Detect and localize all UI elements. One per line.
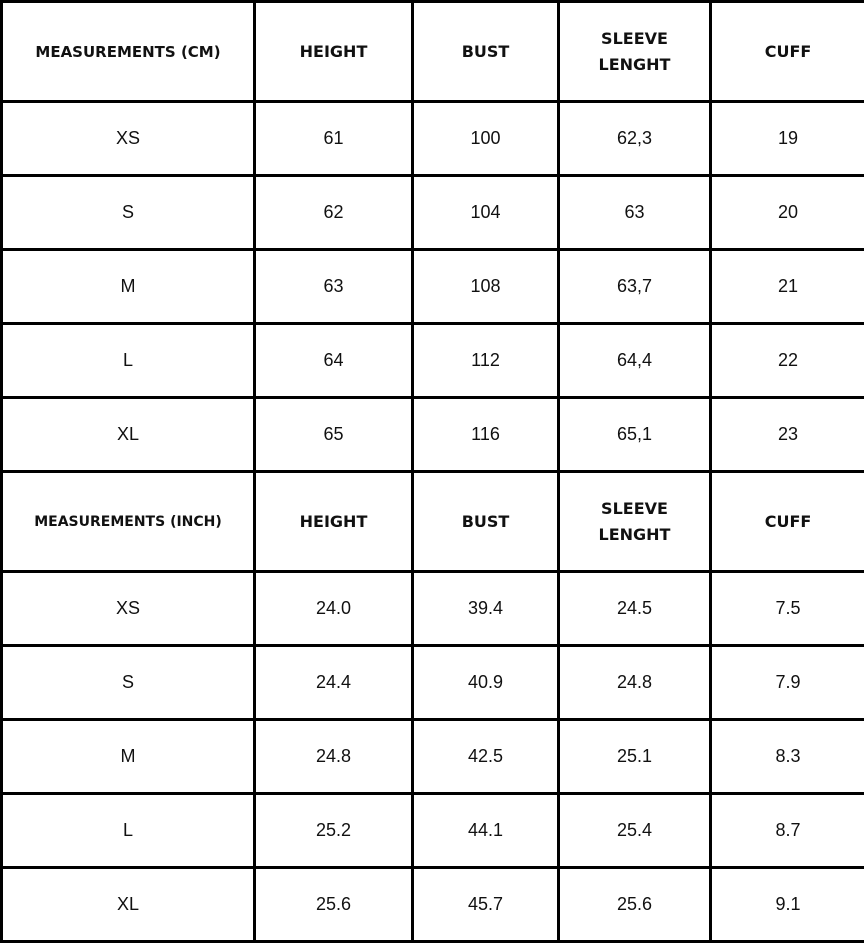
inch-cuff-header: CUFF (711, 471, 864, 571)
table-row (2, 176, 864, 250)
bust-cell: 104 (413, 176, 559, 250)
sleeve-length-cell: 63,7 (559, 250, 711, 324)
cm-bust-header: BUST (413, 2, 559, 102)
sleeve-length-cell: 65,1 (559, 398, 711, 472)
sleeve-length-cell: 25.1 (559, 720, 711, 794)
sleeve-length-cell: 25.4 (559, 794, 711, 868)
size-cell: S (2, 176, 255, 250)
table-row (2, 250, 864, 324)
bust-cell: 116 (413, 398, 559, 472)
table-row (2, 646, 864, 720)
table-row (2, 324, 864, 398)
cm-sleeve-length-header: SLEEVE LENGHT (559, 2, 711, 102)
inch-header-row (2, 471, 864, 571)
bust-cell: 100 (413, 102, 559, 176)
table-row (2, 794, 864, 868)
cm-header-row (2, 2, 864, 102)
bust-cell: 112 (413, 324, 559, 398)
height-cell: 25.2 (255, 794, 413, 868)
size-cell: XL (2, 867, 255, 941)
table-row (2, 720, 864, 794)
inch-measurements-header: MEASUREMENTS (INCH) (2, 471, 255, 571)
cuff-cell: 7.5 (711, 572, 864, 646)
sleeve-length-cell: 24.8 (559, 646, 711, 720)
cuff-cell: 7.9 (711, 646, 864, 720)
inch-bust-header: BUST (413, 471, 559, 571)
table-row (2, 398, 864, 472)
cuff-cell: 9.1 (711, 867, 864, 941)
cuff-cell: 23 (711, 398, 864, 472)
sleeve-length-cell: 25.6 (559, 867, 711, 941)
cuff-cell: 21 (711, 250, 864, 324)
height-cell: 25.6 (255, 867, 413, 941)
sleeve-length-cell: 62,3 (559, 102, 711, 176)
cuff-cell: 8.3 (711, 720, 864, 794)
cuff-cell: 19 (711, 102, 864, 176)
cm-cuff-header: CUFF (711, 2, 864, 102)
height-cell: 64 (255, 324, 413, 398)
size-cell: S (2, 646, 255, 720)
cuff-cell: 8.7 (711, 794, 864, 868)
cm-height-header: HEIGHT (255, 2, 413, 102)
height-cell: 24.0 (255, 572, 413, 646)
bust-cell: 39.4 (413, 572, 559, 646)
size-cell: L (2, 324, 255, 398)
bust-cell: 44.1 (413, 794, 559, 868)
sleeve-length-cell: 24.5 (559, 572, 711, 646)
table-row (2, 102, 864, 176)
cm-measurements-header: MEASUREMENTS (CM) (2, 2, 255, 102)
bust-cell: 108 (413, 250, 559, 324)
inch-height-header: HEIGHT (255, 471, 413, 571)
table-row (2, 867, 864, 941)
height-cell: 61 (255, 102, 413, 176)
height-cell: 24.4 (255, 646, 413, 720)
bust-cell: 45.7 (413, 867, 559, 941)
height-cell: 63 (255, 250, 413, 324)
size-cell: M (2, 720, 255, 794)
size-cell: L (2, 794, 255, 868)
table-row (2, 572, 864, 646)
inch-sleeve-length-header: SLEEVE LENGHT (559, 471, 711, 571)
height-cell: 24.8 (255, 720, 413, 794)
size-cell: M (2, 250, 255, 324)
bust-cell: 40.9 (413, 646, 559, 720)
size-cell: XS (2, 572, 255, 646)
cuff-cell: 22 (711, 324, 864, 398)
sleeve-length-cell: 63 (559, 176, 711, 250)
size-cell: XL (2, 398, 255, 472)
cuff-cell: 20 (711, 176, 864, 250)
height-cell: 62 (255, 176, 413, 250)
size-cell: XS (2, 102, 255, 176)
bust-cell: 42.5 (413, 720, 559, 794)
sleeve-length-cell: 64,4 (559, 324, 711, 398)
height-cell: 65 (255, 398, 413, 472)
